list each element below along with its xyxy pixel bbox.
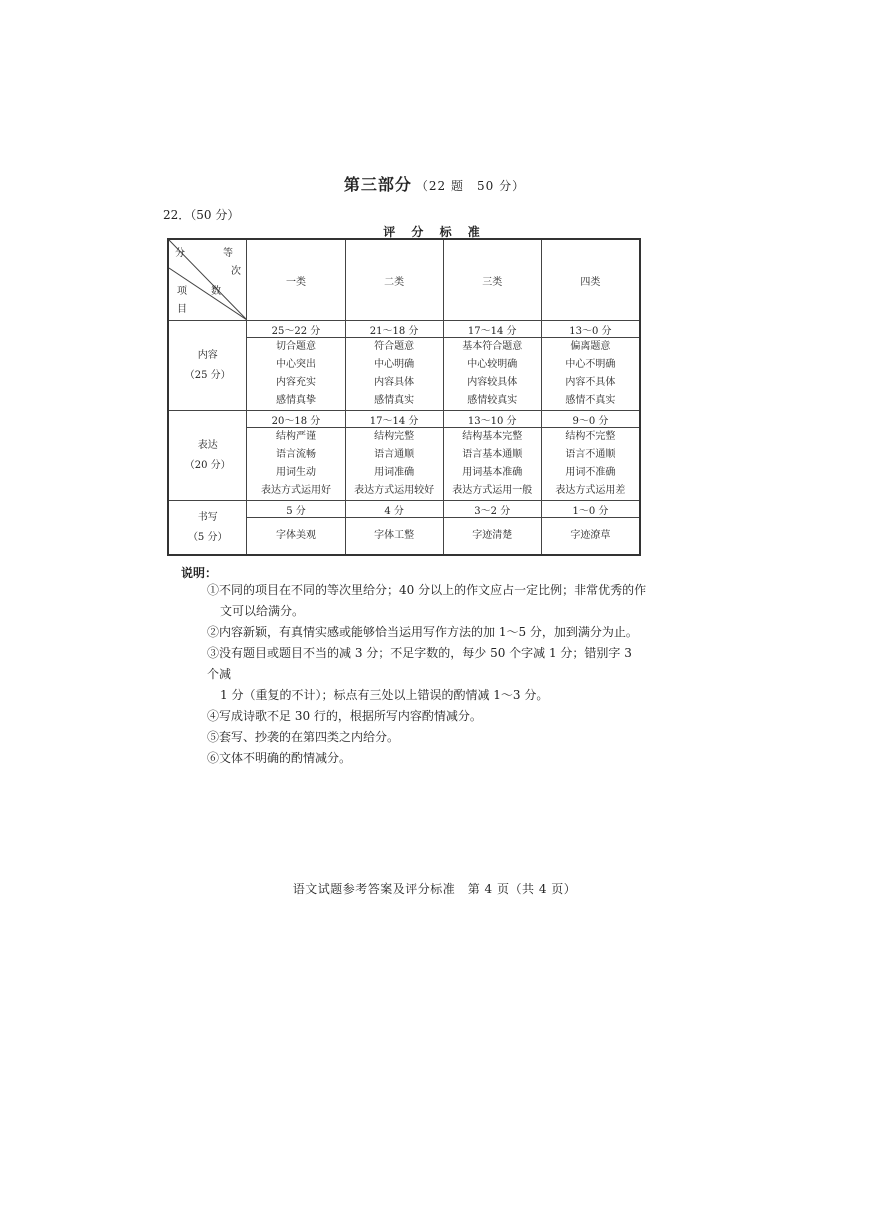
score-cell: 9～0 分 bbox=[541, 411, 640, 428]
row-label-content-points: （25 分） bbox=[184, 369, 231, 381]
section-title-sub: （22 题 50 分） bbox=[415, 179, 526, 193]
desc-line: 语言通顺 bbox=[374, 449, 415, 460]
note-item: ①不同的项目在不同的等次里给分；40 分以上的作文应占一定比例；非常优秀的作 bbox=[207, 583, 647, 597]
desc-line: 语言基本通顺 bbox=[462, 449, 523, 460]
desc-line: 感情真实 bbox=[374, 395, 415, 406]
desc-cell bbox=[345, 338, 443, 411]
note-item: ⑥文体不明确的酌情减分。 bbox=[207, 751, 352, 765]
notes-list bbox=[207, 580, 647, 769]
desc-cell bbox=[541, 518, 640, 556]
desc-line: 感情不真实 bbox=[565, 395, 616, 406]
score-cell: 5 分 bbox=[247, 501, 345, 518]
row-label-writing bbox=[168, 501, 247, 556]
corner-label-fen: 分 bbox=[175, 248, 185, 259]
desc-line: 结构完整 bbox=[374, 431, 415, 442]
corner-label-shu: 数 bbox=[211, 286, 221, 297]
desc-line: 字体工整 bbox=[374, 530, 415, 541]
desc-line: 表达方式运用差 bbox=[555, 485, 626, 496]
desc-cell bbox=[345, 518, 443, 556]
note-item: ④写成诗歌不足 30 行的，根据所写内容酌情减分。 bbox=[207, 709, 482, 723]
row-label-content-name: 内容 bbox=[197, 349, 218, 361]
desc-cell bbox=[541, 338, 640, 411]
desc-line: 内容不具体 bbox=[565, 377, 616, 388]
score-cell: 17～14 分 bbox=[443, 321, 541, 338]
score-cell: 17～14 分 bbox=[345, 411, 443, 428]
page-footer: 语文试题参考答案及评分标准 第 4 页（共 4 页） bbox=[292, 882, 577, 896]
desc-line: 结构不完整 bbox=[565, 431, 616, 442]
desc-line: 用词生动 bbox=[276, 467, 316, 478]
desc-line: 内容具体 bbox=[374, 377, 415, 388]
desc-cell bbox=[247, 518, 345, 556]
score-cell: 13～0 分 bbox=[541, 321, 640, 338]
row-label-writing-name: 书写 bbox=[197, 511, 218, 523]
desc-cell bbox=[247, 338, 345, 411]
score-cell: 1～0 分 bbox=[541, 501, 640, 518]
desc-line: 结构严谨 bbox=[276, 431, 316, 442]
desc-line: 字体美观 bbox=[276, 530, 316, 541]
score-cell: 21～18 分 bbox=[345, 321, 443, 338]
score-cell: 25～22 分 bbox=[247, 321, 345, 338]
row-label-content bbox=[168, 321, 247, 411]
desc-line: 表达方式运用一般 bbox=[452, 485, 533, 496]
desc-line: 中心突出 bbox=[276, 359, 316, 370]
question-number: 22．（50 分） bbox=[163, 208, 240, 222]
desc-line: 中心明确 bbox=[374, 359, 415, 370]
note-item-continuation: 1 分（重复的不计）；标点有三处以上错误的酌情减 1～3 分。 bbox=[220, 688, 549, 702]
desc-cell bbox=[541, 428, 640, 501]
desc-line: 表达方式运用较好 bbox=[354, 485, 435, 496]
score-cell: 13～10 分 bbox=[443, 411, 541, 428]
desc-line: 基本符合题意 bbox=[462, 341, 523, 352]
row-label-expression-points: （20 分） bbox=[184, 459, 231, 471]
desc-cell bbox=[247, 428, 345, 501]
table-caption: 评 分 标 准 bbox=[383, 225, 486, 239]
notes-label: 说明： bbox=[181, 566, 218, 580]
row-label-expression bbox=[168, 411, 247, 501]
desc-line: 用词准确 bbox=[374, 467, 415, 478]
corner-label-xiang: 项 bbox=[177, 286, 187, 297]
desc-line: 中心较明确 bbox=[467, 359, 518, 370]
desc-line: 偏离题意 bbox=[570, 341, 611, 352]
desc-line: 中心不明确 bbox=[565, 359, 616, 370]
corner-cell bbox=[168, 239, 247, 321]
category-header-2: 二类 bbox=[345, 239, 443, 321]
score-cell: 3～2 分 bbox=[443, 501, 541, 518]
corner-label-ci: 次 bbox=[231, 266, 241, 277]
section-title bbox=[0, 172, 869, 195]
desc-line: 结构基本完整 bbox=[462, 431, 523, 442]
category-header-1: 一类 bbox=[247, 239, 345, 321]
desc-line: 内容充实 bbox=[276, 377, 316, 388]
desc-line: 用词不准确 bbox=[565, 467, 616, 478]
desc-line: 表达方式运用好 bbox=[261, 485, 331, 496]
note-item: ⑤套写、抄袭的在第四类之内给分。 bbox=[207, 730, 400, 744]
score-cell: 4 分 bbox=[345, 501, 443, 518]
section-title-main: 第三部分 bbox=[343, 175, 412, 194]
content-score-row bbox=[168, 321, 640, 338]
note-item: ②内容新颖，有真情实感或能够恰当运用写作方法的加 1～5 分，加到满分为止。 bbox=[207, 625, 638, 639]
desc-cell bbox=[443, 428, 541, 501]
desc-cell bbox=[443, 338, 541, 411]
desc-line: 字迹清楚 bbox=[472, 530, 513, 541]
corner-label-mu: 目 bbox=[177, 304, 187, 315]
note-item-continuation: 文可以给满分。 bbox=[220, 604, 305, 618]
table-header-row bbox=[168, 239, 640, 321]
note-item: ③没有题目或题目不当的减 3 分；不足字数的，每少 50 个字减 1 分；错别字 3 个减 bbox=[207, 646, 632, 681]
desc-line: 符合题意 bbox=[374, 341, 415, 352]
desc-line: 感情较真实 bbox=[467, 395, 518, 406]
corner-label-deng: 等 bbox=[223, 248, 233, 259]
desc-line: 感情真挚 bbox=[276, 395, 316, 406]
desc-cell bbox=[345, 428, 443, 501]
row-label-writing-points: （5 分） bbox=[187, 531, 228, 543]
expression-score-row bbox=[168, 411, 640, 428]
score-cell: 20～18 分 bbox=[247, 411, 345, 428]
desc-line: 切合题意 bbox=[276, 341, 316, 352]
row-label-expression-name: 表达 bbox=[197, 439, 218, 451]
desc-cell bbox=[443, 518, 541, 556]
desc-line: 内容较具体 bbox=[467, 377, 518, 388]
desc-line: 字迹潦草 bbox=[570, 530, 611, 541]
category-header-3: 三类 bbox=[443, 239, 541, 321]
desc-line: 语言流畅 bbox=[276, 449, 316, 460]
category-header-4: 四类 bbox=[541, 239, 640, 321]
rubric-table bbox=[167, 238, 641, 556]
desc-line: 语言不通顺 bbox=[565, 449, 616, 460]
desc-line: 用词基本准确 bbox=[462, 467, 523, 478]
writing-score-row bbox=[168, 501, 640, 518]
